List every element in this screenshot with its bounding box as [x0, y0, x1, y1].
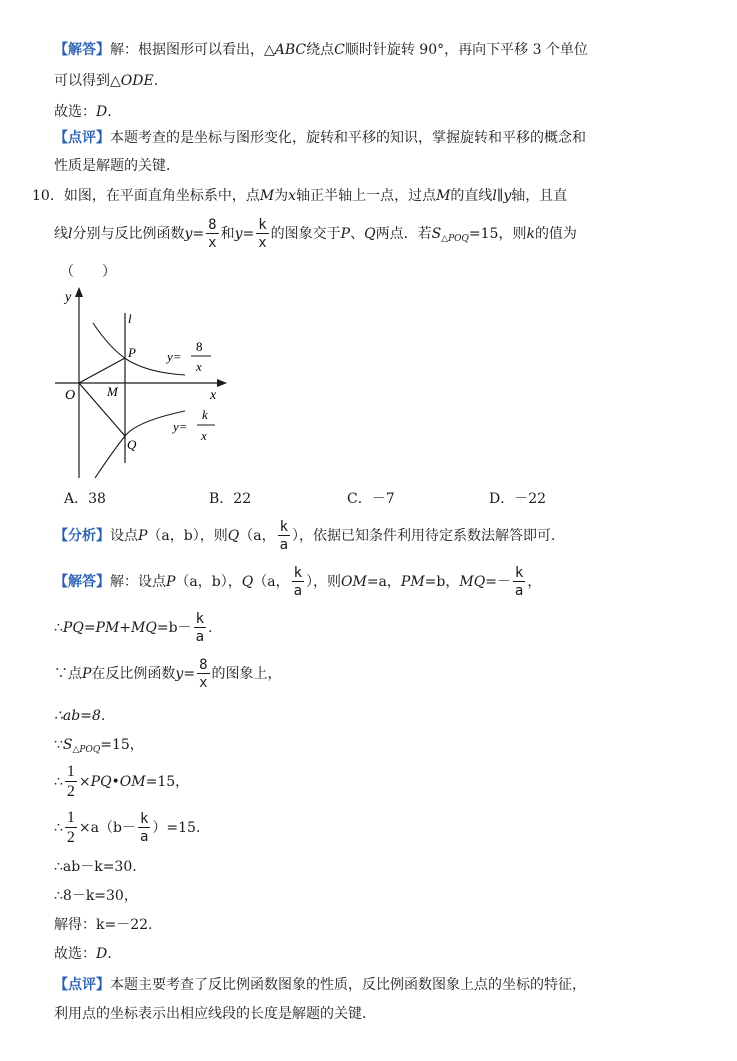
text: =a，: [366, 574, 401, 590]
text: P: [340, 226, 351, 242]
curve1-den: x: [196, 359, 202, 374]
text: ，: [527, 574, 542, 590]
text: x: [288, 188, 297, 204]
solution-line-6: [54, 764, 189, 800]
numerator: k: [258, 217, 267, 233]
text: 线: [54, 226, 68, 242]
final-comment-line-1: [54, 975, 586, 995]
segment-op: [79, 358, 125, 383]
text: PQ•OM: [90, 774, 146, 790]
choice-d[interactable]: D．－22: [489, 491, 547, 507]
text: .: [208, 620, 213, 636]
denominator: a: [514, 583, 524, 599]
x-axis-arrow: [217, 379, 227, 387]
text: .: [107, 946, 112, 962]
text: l: [68, 226, 73, 242]
text: 设点: [110, 528, 138, 544]
text: 在反比例函数: [91, 666, 176, 682]
text: ∥: [496, 188, 504, 204]
fraction: [138, 812, 150, 844]
text: 的图象交于: [270, 226, 341, 242]
numerator: k: [139, 811, 149, 827]
curve1-label: y=: [167, 349, 182, 364]
solution-choice: [54, 944, 112, 964]
solution-line-3: [54, 658, 282, 690]
prev-solution-choice: [54, 102, 112, 122]
text: l: [492, 188, 497, 204]
text: PQ=PM+MQ: [62, 620, 157, 636]
prev-comment-line-1: [54, 128, 586, 148]
solution-line-10: 解得：k=－22.: [54, 917, 153, 933]
text: 的直线: [450, 188, 493, 204]
text: y: [503, 188, 512, 204]
point-m-label: M: [107, 384, 118, 399]
fraction: [292, 566, 304, 598]
text: （a，: [253, 574, 290, 590]
triangle-ode: △ODE: [110, 73, 154, 89]
text: 故选：: [54, 946, 96, 962]
text: 轴，且直: [511, 188, 568, 204]
text: 本题考查的是坐标与图形变化，旋转和平移的知识，掌握旋转和平移的概念和: [110, 130, 586, 146]
text: 本题主要考查了反比例函数图象的性质，反比例函数图象上点的坐标的特征，: [110, 977, 586, 993]
text: 解：设点: [110, 574, 166, 590]
text: ），则: [306, 574, 342, 590]
fraction: [197, 658, 209, 690]
solution-tag: 【解答】: [54, 574, 110, 590]
fraction-half: [65, 764, 77, 800]
solution-line-9: ∴8－k=30，: [54, 888, 138, 904]
solution-line-8: ∴ab－k=30.: [54, 859, 137, 875]
text: ∴: [54, 620, 63, 636]
curve-k-over-x: [95, 411, 185, 478]
segment-oq: [79, 383, 125, 436]
choice-b[interactable]: B．22: [209, 491, 252, 507]
text: ∴: [54, 820, 63, 836]
text: 绕点: [306, 42, 335, 58]
answer-parentheses: （ ）: [60, 264, 116, 280]
text: MQ: [459, 574, 486, 590]
text: 两点．若: [375, 226, 432, 242]
curve2-den: x: [201, 428, 207, 443]
denominator: a: [139, 829, 149, 845]
subscript: △POQ: [72, 745, 101, 755]
text: .: [153, 73, 159, 89]
text: =－: [485, 574, 511, 590]
y-axis-label: y: [65, 290, 72, 305]
analysis-tag: 【分析】: [54, 528, 110, 544]
text: OM: [341, 574, 367, 590]
fraction-k-over-a: [278, 520, 290, 552]
text: =: [183, 666, 196, 682]
text: =15，: [145, 774, 190, 790]
numerator: 8: [208, 217, 217, 233]
denominator: a: [195, 629, 204, 645]
text: 性质是解题的关键．: [54, 158, 180, 174]
choice-c[interactable]: C．－7: [347, 491, 395, 507]
text: ∵点: [54, 666, 82, 682]
numerator: k: [195, 611, 204, 627]
fraction-8-over-x: [206, 218, 218, 250]
prev-comment-tag: 【点评】: [54, 130, 110, 146]
fraction-half: [65, 810, 77, 846]
text: P: [166, 574, 176, 590]
question-number: 10．: [32, 188, 64, 204]
denominator: x: [258, 235, 267, 251]
text: ）=15.: [152, 820, 201, 836]
text: 和: [220, 226, 235, 242]
answer-value: D: [96, 946, 108, 962]
final-comment-line-2: 利用点的坐标表示出相应线段的长度是解题的关键．: [54, 1006, 376, 1022]
denominator: x: [199, 675, 208, 691]
text: =: [192, 226, 205, 242]
answer-value: D: [96, 104, 108, 120]
text: =: [242, 226, 255, 242]
answer-choices: [64, 488, 584, 508]
point-q-label: Q: [127, 437, 137, 452]
text: ×: [78, 774, 91, 790]
line-l-label: l: [128, 311, 132, 326]
solution-line-1: [54, 566, 541, 598]
curve1-num: 8: [196, 339, 203, 354]
text: =15，: [100, 737, 144, 753]
final-comment-tag: 【点评】: [54, 977, 110, 993]
text: 的值为: [534, 226, 577, 242]
solution-line-7: [54, 810, 200, 846]
numerator: 8: [199, 657, 208, 673]
analysis-line: [54, 520, 565, 552]
origin-label: O: [65, 388, 76, 403]
text: .: [107, 104, 112, 120]
text: =b－: [156, 620, 192, 636]
numerator: 1: [66, 763, 75, 780]
text: =b，: [424, 574, 460, 590]
curve2-label: y=: [173, 419, 188, 434]
numerator: 1: [66, 809, 75, 826]
text: 如图，在平面直角坐标系中，点: [63, 188, 260, 204]
text: M: [259, 188, 275, 204]
numerator: k: [293, 565, 303, 581]
denominator: a: [293, 583, 303, 599]
fraction: [194, 612, 206, 644]
question-line-1: [32, 186, 567, 206]
point-c: C: [334, 42, 345, 58]
text: =15，则: [468, 226, 527, 242]
text: 顺时针旋转 90°，再向下平移 3 个单位: [344, 42, 588, 58]
text: k: [526, 226, 535, 242]
solution-line-2: [54, 612, 212, 644]
numerator: k: [514, 565, 524, 581]
prev-solution-line-2: [54, 71, 158, 91]
numerator: k: [279, 519, 289, 535]
y-axis-arrow: [75, 287, 83, 297]
solution-line-5: [54, 735, 144, 760]
prev-comment-line-2: [54, 156, 180, 176]
text: ），依据已知条件利用待定系数法解答即可．: [292, 528, 566, 544]
text: 解：根据图形可以看出，: [110, 42, 264, 58]
text: 分别与反比例函数: [72, 226, 185, 242]
text: 可以得到: [54, 73, 110, 89]
denominator: 2: [66, 829, 75, 846]
text: P: [82, 666, 92, 682]
prev-solution-line-1: [54, 40, 588, 60]
fraction-k-over-x: [256, 218, 268, 250]
text: （a，: [239, 528, 276, 544]
text: Q: [227, 528, 240, 544]
text: ∴: [54, 774, 63, 790]
text: S: [431, 226, 442, 242]
text: S: [62, 737, 73, 753]
denominator: x: [208, 235, 217, 251]
coordinate-figure: [55, 283, 245, 483]
text: P: [138, 528, 148, 544]
denominator: a: [279, 537, 289, 553]
point-p-label: P: [128, 345, 136, 360]
text: 故选：: [54, 104, 96, 120]
text: PM: [400, 574, 425, 590]
prev-solution-tag: 【解答】: [54, 42, 110, 58]
text: 为: [274, 188, 289, 204]
curve2-num: k: [202, 407, 208, 422]
text: 、: [350, 226, 365, 242]
text: y: [175, 666, 184, 682]
text: 的图象上，: [211, 666, 282, 682]
text: （a，b），: [175, 574, 242, 590]
text: Q: [364, 226, 376, 242]
solution-line-4: ∴ab=8.: [54, 708, 106, 724]
triangle-abc: △ABC: [264, 42, 307, 58]
text: Q: [241, 574, 254, 590]
text: ×a（b－: [78, 820, 136, 836]
denominator: 2: [66, 783, 75, 800]
text: y: [184, 226, 193, 242]
subscript: △POQ: [441, 234, 469, 244]
choice-a[interactable]: A．38: [64, 491, 106, 507]
question-line-2: [54, 218, 577, 254]
text: M: [436, 188, 451, 204]
text: （a，b），则: [147, 528, 228, 544]
x-axis-label: x: [210, 388, 217, 403]
text: y: [234, 226, 243, 242]
text: ∵: [54, 737, 63, 753]
fraction: [513, 566, 525, 598]
text: 轴正半轴上一点，过点: [296, 188, 437, 204]
